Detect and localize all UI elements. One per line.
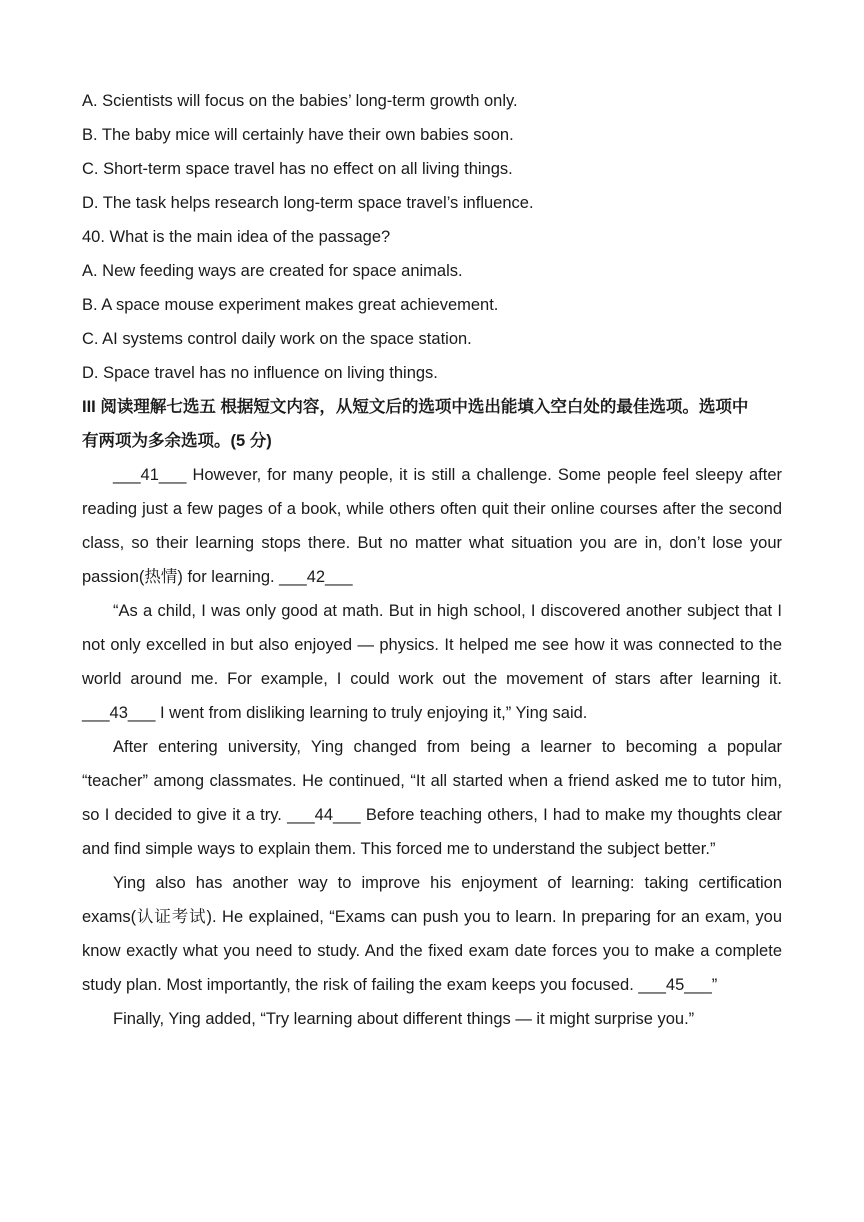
question-39-options bbox=[82, 84, 782, 220]
passage-paragraph: Ying also has another way to improve his enjoyment of learning: taking certification exams(认证考试). He explained, “Exams can push you to learn. In preparing for an exam, you know exactly what you need to study. And the fixed exam date forces you to make a complete study plan. Most importantly, the risk of failing the exam keeps you focused. ___45___” bbox=[82, 874, 782, 994]
option-c: C. Short-term space travel has no effect on all living things. bbox=[82, 160, 513, 178]
section-heading-line-1: III 阅读理解七选五 根据短文内容，从短文后的选项中选出能填入空白处的最佳选项。选项中 bbox=[82, 398, 749, 416]
option-c: C. AI systems control daily work on the space station. bbox=[82, 330, 472, 348]
option-b: B. The baby mice will certainly have their own babies soon. bbox=[82, 126, 514, 144]
passage-paragraph: “As a child, I was only good at math. But in high school, I discovered another subject that I not only excelled in but also enjoyed — physics. It helped me see how it was connected to the world around me. For example, I could work out the movement of stars after learning it. ___43___ I went from disliking learning to truly enjoying it,” Ying said. bbox=[82, 602, 782, 722]
passage-paragraph: Finally, Ying added, “Try learning about different things — it might surprise you.” bbox=[113, 1010, 695, 1028]
section-3-heading bbox=[82, 390, 782, 458]
option-a: A. Scientists will focus on the babies’ long-term growth only. bbox=[82, 92, 518, 110]
option-d: D. Space travel has no influence on living things. bbox=[82, 364, 438, 382]
passage-paragraph: ___41___ However, for many people, it is still a challenge. Some people feel sleepy after reading just a few pages of a book, while others often quit their online courses after the second class, so their learning stops there. But no matter what situation you are in, don’t lose your passion(热情) for learning. ___42___ bbox=[82, 466, 782, 586]
document-page bbox=[82, 84, 782, 1036]
option-b: B. A space mouse experiment makes great achievement. bbox=[82, 296, 499, 314]
section-heading-line-2: 有两项为多余选项。(5 分) bbox=[82, 432, 272, 450]
passage-paragraph: After entering university, Ying changed from being a learner to becoming a popular “teacher” among classmates. He continued, “It all started when a friend asked me to tutor him, so I decided to give it a try. ___44___ Before teaching others, I had to make my thoughts clear and find simple ways to explain them. This forced me to understand the subject better.” bbox=[82, 738, 782, 858]
reading-passage bbox=[82, 458, 782, 1036]
question-40-stem: 40. What is the main idea of the passage? bbox=[82, 228, 391, 246]
option-d: D. The task helps research long-term space travel’s influence. bbox=[82, 194, 534, 212]
question-40 bbox=[82, 220, 782, 390]
option-a: A. New feeding ways are created for space animals. bbox=[82, 262, 463, 280]
